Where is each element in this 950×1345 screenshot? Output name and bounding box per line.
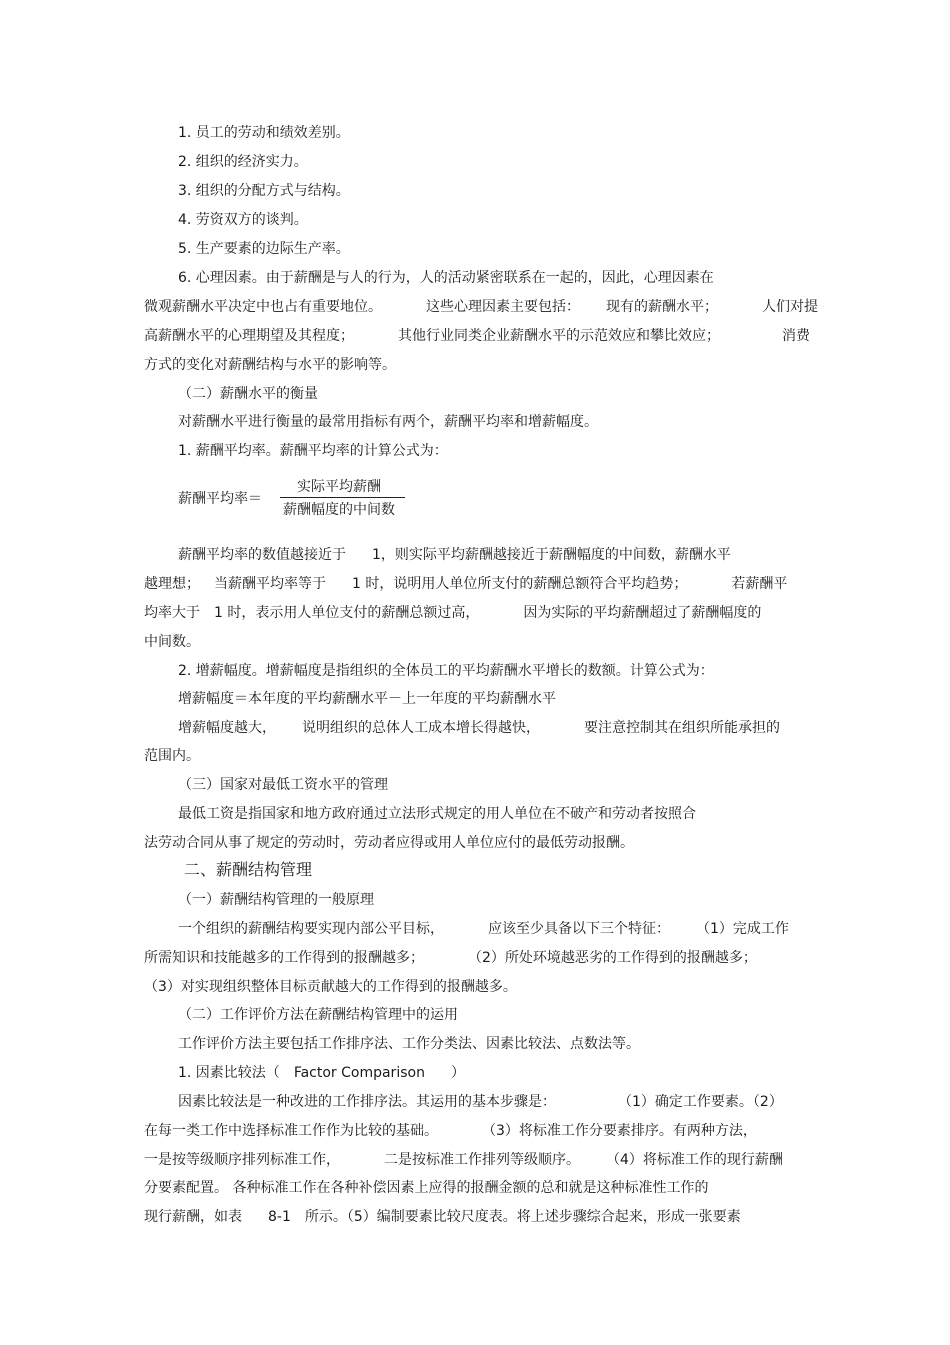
text: （4）将标准工作的现行薪酬 xyxy=(606,1152,783,1168)
paragraph-line xyxy=(178,804,696,824)
text: 所示。（5）编制要素比较尺度表。将上述步骤综合起来，形成一张要素 xyxy=(304,1209,741,1225)
text: 在每一类工作中选择标准工作作为比较的基础。 xyxy=(144,1123,438,1139)
paragraph-line xyxy=(144,833,634,853)
text: 高薪酬水平的心理期望及其程度； xyxy=(144,328,354,344)
chapter-heading xyxy=(184,860,312,880)
text: 一是按等级顺序排列标准工作， xyxy=(144,1152,340,1168)
list-item xyxy=(178,210,308,230)
paragraph-line xyxy=(178,718,780,738)
text: 1，则实际平均薪酬越接近于薪酬幅度的中间数，薪酬水平 xyxy=(372,547,731,563)
text: 微观薪酬水平决定中也占有重要地位。 xyxy=(144,299,382,315)
text: 越理想； xyxy=(144,576,200,592)
text: 因素比较法是一种改进的工作排序法。其运用的基本步骤是： xyxy=(178,1094,556,1110)
paragraph-line xyxy=(144,977,517,997)
text: 工作评价方法主要包括工作排序法、工作分类法、因素比较法、点数法等。 xyxy=(178,1036,640,1052)
section-heading xyxy=(178,384,318,404)
paragraph-line xyxy=(144,297,818,317)
text: 法劳动合同从事了规定的劳动时，劳动者应得或用人单位应付的最低劳动报酬。 xyxy=(144,835,634,851)
text: 其他行业同类企业薪酬水平的示范效应和攀比效应； xyxy=(398,328,720,344)
text: 对薪酬水平进行衡量的最常用指标有两个，薪酬平均率和增薪幅度。 xyxy=(178,414,598,430)
text: 若薪酬平 xyxy=(731,576,788,592)
text: 所需知识和技能越多的工作得到的报酬越多； xyxy=(144,950,424,966)
paragraph-line xyxy=(144,1121,757,1141)
text: 1. 员工的劳动和绩效差别。 xyxy=(178,125,350,141)
paragraph-line xyxy=(178,919,789,939)
paragraph-line xyxy=(144,1207,741,1227)
text: 现有的薪酬水平； xyxy=(606,299,718,315)
list-item xyxy=(178,268,714,288)
paragraph-line xyxy=(178,661,714,681)
section-heading xyxy=(178,775,388,795)
paragraph-line xyxy=(144,1178,708,1198)
text: （3）将标准工作分要素排序。有两种方法， xyxy=(482,1123,757,1139)
text: 增薪幅度越大， xyxy=(178,720,276,736)
fraction-bar xyxy=(280,497,405,498)
text: 6. 心理因素。由于薪酬是与人的行为，人的活动紧密联系在一起的，因此，心理因素在 xyxy=(178,270,714,286)
text: （二）薪酬水平的衡量 xyxy=(178,386,318,402)
paragraph-line xyxy=(178,1034,640,1054)
paragraph-line xyxy=(144,948,757,968)
text: 分要素配置。 各种标准工作在各种补偿因素上应得的报酬金额的总和就是这种标准性工作的 xyxy=(144,1180,709,1196)
list-item xyxy=(178,152,308,172)
text: 8-1 xyxy=(268,1209,291,1225)
paragraph-line xyxy=(178,545,731,565)
paragraph-line xyxy=(178,689,556,709)
text: 3. 组织的分配方式与结构。 xyxy=(178,183,350,199)
text: 最低工资是指国家和地方政府通过立法形式规定的用人单位在不破产和劳动者按照合 xyxy=(178,806,696,822)
text: （1）完成工作 xyxy=(696,921,789,937)
paragraph-line xyxy=(144,632,200,652)
text: 要注意控制其在组织所能承担的 xyxy=(584,720,780,736)
text: 1. 因素比较法（ xyxy=(178,1065,280,1081)
paragraph-line xyxy=(178,1063,465,1083)
list-item xyxy=(178,181,350,201)
formula-denominator: 薪酬幅度的中间数 xyxy=(283,502,395,518)
text: 人们对提 xyxy=(762,299,818,315)
paragraph-line xyxy=(144,746,200,766)
text: 1. 薪酬平均率。薪酬平均率的计算公式为： xyxy=(178,443,448,459)
text: Factor Comparison xyxy=(293,1065,425,1081)
text: （二）工作评价方法在薪酬结构管理中的运用 xyxy=(178,1007,458,1023)
text: 中间数。 xyxy=(144,634,200,650)
paragraph-line xyxy=(178,1092,783,1112)
paragraph-line xyxy=(178,441,448,461)
text: 二、薪酬结构管理 xyxy=(184,860,313,879)
paragraph-line xyxy=(144,355,396,375)
text: （2）所处环境越恶劣的工作得到的报酬越多； xyxy=(468,950,757,966)
text: 当薪酬平均率等于 xyxy=(214,576,326,592)
text: 5. 生产要素的边际生产率。 xyxy=(178,241,350,257)
text: （三）国家对最低工资水平的管理 xyxy=(178,777,388,793)
text: 薪酬平均率的数值越接近于 xyxy=(178,547,346,563)
text: （一）薪酬结构管理的一般原理 xyxy=(178,892,374,908)
formula-lhs: 薪酬平均率＝ xyxy=(178,491,262,507)
list-item xyxy=(178,123,350,143)
text: 应该至少具备以下三个特征： xyxy=(488,921,670,937)
paragraph-line xyxy=(144,574,787,594)
text: 2. 增薪幅度。增薪幅度是指组织的全体员工的平均薪酬水平增长的数额。计算公式为： xyxy=(178,663,714,679)
paragraph-line xyxy=(144,326,810,346)
section-heading xyxy=(178,890,374,910)
text: 二是按标准工作排列等级顺序。 xyxy=(384,1152,580,1168)
text: ） xyxy=(450,1065,465,1081)
text: 一个组织的薪酬结构要实现内部公平目标， xyxy=(178,921,444,937)
text: 1 时，表示用人单位支付的薪酬总额过高， xyxy=(214,605,480,621)
text: 增薪幅度＝本年度的平均薪酬水平－上一年度的平均薪酬水平 xyxy=(178,691,556,707)
text: 说明组织的总体人工成本增长得越快， xyxy=(302,720,540,736)
text: 1 时，说明用人单位所支付的薪酬总额符合平均趋势； xyxy=(352,576,688,592)
text: 这些心理因素主要包括： xyxy=(426,299,580,315)
text: 2. 组织的经济实力。 xyxy=(178,154,308,170)
formula-numerator: 实际平均薪酬 xyxy=(297,479,381,495)
text: （1）确定工作要素。（2） xyxy=(618,1094,783,1110)
text: 4. 劳资双方的谈判。 xyxy=(178,212,308,228)
text: 范围内。 xyxy=(144,748,200,764)
text: 方式的变化对薪酬结构与水平的影响等。 xyxy=(144,357,396,373)
text: 消费 xyxy=(782,328,810,344)
list-item xyxy=(178,239,350,259)
text: 现行薪酬，如表 xyxy=(144,1209,242,1225)
text: 因为实际的平均薪酬超过了薪酬幅度的 xyxy=(523,605,762,621)
text: 均率大于 xyxy=(144,605,200,621)
section-heading xyxy=(178,1005,458,1025)
paragraph-line xyxy=(144,603,761,623)
paragraph-line xyxy=(144,1150,783,1170)
paragraph-line xyxy=(178,412,598,432)
text: （3）对实现组织整体目标贡献越大的工作得到的报酬越多。 xyxy=(144,979,517,995)
